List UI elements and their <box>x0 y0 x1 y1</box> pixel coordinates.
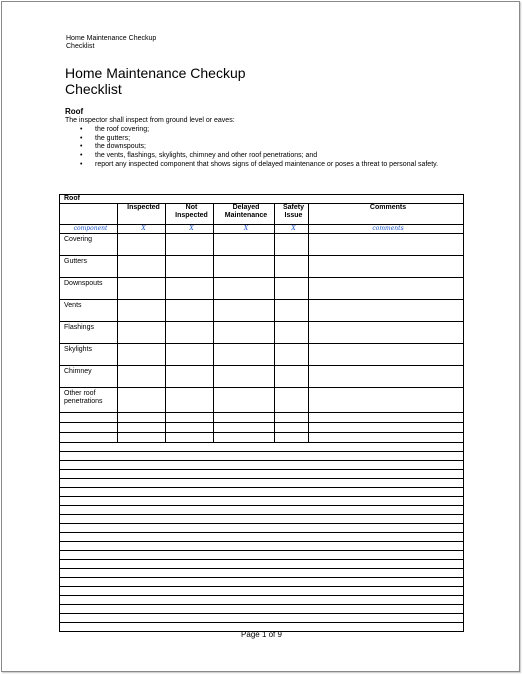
notes-line-cell[interactable] <box>60 560 464 569</box>
safety-issue-cell[interactable] <box>275 256 309 278</box>
notes-line-row <box>60 479 464 488</box>
delayed-maintenance-cell[interactable] <box>214 366 275 388</box>
bullet-item: • the gutters; <box>80 134 131 142</box>
comments-cell[interactable] <box>309 278 464 300</box>
component-cell: Flashings <box>60 322 118 344</box>
comments-cell[interactable] <box>309 366 464 388</box>
delayed-maintenance-cell[interactable] <box>214 413 275 423</box>
notes-line-cell[interactable] <box>60 452 464 461</box>
notes-line-row <box>60 533 464 542</box>
notes-line-cell[interactable] <box>60 542 464 551</box>
bullet-icon: • <box>80 134 83 142</box>
notes-line-row <box>60 551 464 560</box>
column-header-component <box>60 204 118 225</box>
not-inspected-cell[interactable] <box>166 256 214 278</box>
blank-table-row <box>60 413 464 423</box>
notes-line-cell[interactable] <box>60 614 464 623</box>
delayed-maintenance-cell[interactable] <box>214 322 275 344</box>
not-inspected-cell[interactable] <box>166 366 214 388</box>
legend-row <box>60 225 464 234</box>
table-row <box>60 344 464 366</box>
not-inspected-cell[interactable] <box>166 433 214 443</box>
delayed-maintenance-cell[interactable] <box>214 234 275 256</box>
delayed-maintenance-cell[interactable] <box>214 423 275 433</box>
notes-line-cell[interactable] <box>60 524 464 533</box>
table-row <box>60 256 464 278</box>
notes-line-row <box>60 515 464 524</box>
delayed-maintenance-cell[interactable] <box>214 344 275 366</box>
running-header <box>66 35 156 51</box>
component-cell[interactable] <box>60 413 118 423</box>
roof-checklist-table <box>59 194 464 632</box>
bullet-item: • the downspouts; <box>80 143 146 151</box>
title-line1: Home Maintenance Checkup <box>65 65 246 81</box>
notes-line-cell[interactable] <box>60 515 464 524</box>
legend-safety-x: X <box>275 225 309 234</box>
inspected-cell[interactable] <box>118 234 166 256</box>
inspected-cell[interactable] <box>118 256 166 278</box>
component-cell: Covering <box>60 234 118 256</box>
component-cell[interactable] <box>60 423 118 433</box>
component-cell: Vents <box>60 300 118 322</box>
table-row <box>60 366 464 388</box>
not-inspected-cell[interactable] <box>166 413 214 423</box>
notes-line-row <box>60 506 464 515</box>
notes-line-row <box>60 560 464 569</box>
safety-issue-cell[interactable] <box>275 278 309 300</box>
legend-inspected-x: X <box>118 225 166 234</box>
section-heading: Roof <box>65 107 84 116</box>
component-cell[interactable] <box>60 433 118 443</box>
inspected-cell[interactable] <box>118 433 166 443</box>
not-inspected-cell[interactable] <box>166 234 214 256</box>
comments-cell[interactable] <box>309 344 464 366</box>
component-cell: Other roof penetrations <box>60 388 118 413</box>
comments-cell[interactable] <box>309 423 464 433</box>
safety-issue-cell[interactable] <box>275 234 309 256</box>
component-cell: Skylights <box>60 344 118 366</box>
safety-issue-cell[interactable] <box>275 433 309 443</box>
bullet-item: • the vents, flashings, skylights, chimney and other roof penetrations; and <box>80 152 318 160</box>
running-header-line2: Checklist <box>66 43 95 50</box>
notes-line-row <box>60 569 464 578</box>
notes-line-cell[interactable] <box>60 596 464 605</box>
safety-issue-cell[interactable] <box>275 388 309 413</box>
title-line2: Checklist <box>65 81 122 97</box>
notes-line-row <box>60 461 464 470</box>
inspected-cell[interactable] <box>118 344 166 366</box>
notes-line-cell[interactable] <box>60 479 464 488</box>
notes-line-row <box>60 578 464 587</box>
comments-cell[interactable] <box>309 433 464 443</box>
comments-cell[interactable] <box>309 234 464 256</box>
section-intro: The inspector shall inspect from ground level or eaves: <box>65 117 235 124</box>
document-title <box>65 65 246 97</box>
inspected-cell[interactable] <box>118 423 166 433</box>
not-inspected-cell[interactable] <box>166 278 214 300</box>
inspected-cell[interactable] <box>118 278 166 300</box>
notes-line-cell[interactable] <box>60 443 464 452</box>
not-inspected-cell[interactable] <box>166 423 214 433</box>
table-row <box>60 322 464 344</box>
blank-table-row <box>60 423 464 433</box>
component-cell: Gutters <box>60 256 118 278</box>
legend-comments: comments <box>309 225 464 234</box>
comments-cell[interactable] <box>309 300 464 322</box>
inspected-cell[interactable] <box>118 388 166 413</box>
notes-line-row <box>60 614 464 623</box>
delayed-maintenance-cell[interactable] <box>214 433 275 443</box>
notes-line-cell[interactable] <box>60 605 464 614</box>
notes-line-row <box>60 443 464 452</box>
safety-issue-cell[interactable] <box>275 300 309 322</box>
delayed-maintenance-cell[interactable] <box>214 278 275 300</box>
inspected-cell[interactable] <box>118 366 166 388</box>
column-header-comments: Comments <box>309 204 464 225</box>
bullet-icon: • <box>80 126 83 133</box>
notes-line-row <box>60 542 464 551</box>
notes-line-row <box>60 497 464 506</box>
bullet-icon: • <box>80 152 83 160</box>
table-row <box>60 234 464 256</box>
safety-issue-cell[interactable] <box>275 413 309 423</box>
bullet-icon: • <box>80 143 83 151</box>
inspected-cell[interactable] <box>118 413 166 423</box>
component-cell: Chimney <box>60 366 118 388</box>
notes-line-row <box>60 596 464 605</box>
blank-table-row <box>60 433 464 443</box>
bullet-item: • the roof covering; <box>80 126 150 133</box>
table-caption: Roof <box>60 195 464 204</box>
comments-cell[interactable] <box>309 322 464 344</box>
table-row <box>60 300 464 322</box>
delayed-maintenance-cell[interactable] <box>214 256 275 278</box>
notes-line-cell[interactable] <box>60 578 464 587</box>
not-inspected-cell[interactable] <box>166 344 214 366</box>
inspection-bullet-list <box>80 126 470 170</box>
not-inspected-cell[interactable] <box>166 388 214 413</box>
notes-line-cell[interactable] <box>60 551 464 560</box>
notes-line-row <box>60 605 464 614</box>
delayed-maintenance-cell[interactable] <box>214 300 275 322</box>
column-header-row <box>60 204 464 225</box>
comments-cell[interactable] <box>309 256 464 278</box>
column-header-delayed-maintenance: Delayed Maintenance <box>214 204 275 225</box>
notes-line-row <box>60 470 464 479</box>
notes-line-cell[interactable] <box>60 461 464 470</box>
notes-line-cell[interactable] <box>60 488 464 497</box>
not-inspected-cell[interactable] <box>166 322 214 344</box>
safety-issue-cell[interactable] <box>275 366 309 388</box>
column-header-inspected: Inspected <box>118 204 166 225</box>
notes-line-cell[interactable] <box>60 497 464 506</box>
safety-issue-cell[interactable] <box>275 344 309 366</box>
table-row <box>60 278 464 300</box>
component-cell: Downspouts <box>60 278 118 300</box>
notes-line-cell[interactable] <box>60 533 464 542</box>
legend-delayed-x: X <box>214 225 275 234</box>
notes-line-cell[interactable] <box>60 587 464 596</box>
inspected-cell[interactable] <box>118 300 166 322</box>
bullet-icon: • <box>80 160 83 168</box>
legend-not-inspected-x: X <box>166 225 214 234</box>
notes-line-cell[interactable] <box>60 569 464 578</box>
notes-line-row <box>60 488 464 497</box>
table-row <box>60 388 464 413</box>
page-number: Page 1 of 9 <box>241 630 282 639</box>
comments-cell[interactable] <box>309 388 464 413</box>
comments-cell[interactable] <box>309 413 464 423</box>
notes-line-row <box>60 452 464 461</box>
notes-line-row <box>60 524 464 533</box>
notes-line-cell[interactable] <box>60 470 464 479</box>
legend-component: component <box>60 225 118 234</box>
safety-issue-cell[interactable] <box>275 322 309 344</box>
inspected-cell[interactable] <box>118 322 166 344</box>
notes-line-row <box>60 587 464 596</box>
notes-line-cell[interactable] <box>60 506 464 515</box>
column-header-not-inspected: Not Inspected <box>166 204 214 225</box>
column-header-safety-issue: Safety Issue <box>275 204 309 225</box>
bullet-item: • report any inspected component that shows signs of delayed maintenance or poses a threat to personal safety. <box>80 160 439 168</box>
running-header-line1: Home Maintenance Checkup <box>66 35 157 42</box>
safety-issue-cell[interactable] <box>275 423 309 433</box>
delayed-maintenance-cell[interactable] <box>214 388 275 413</box>
not-inspected-cell[interactable] <box>166 300 214 322</box>
